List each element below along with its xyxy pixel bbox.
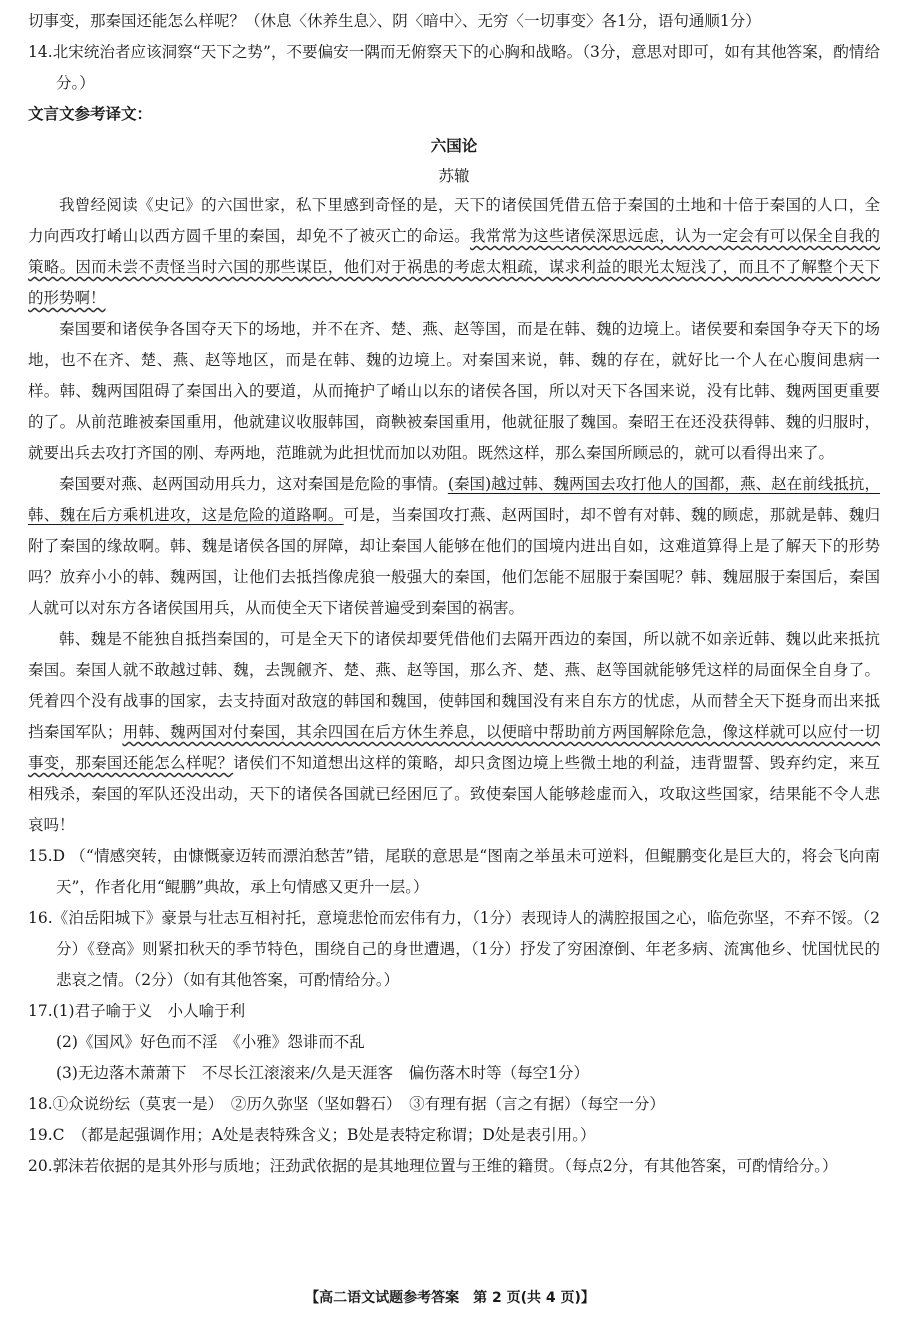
answer-18: 18.①众说纷纭（莫衷一是） ②历久弥坚（坚如磐石） ③有理有据（言之有据）（每空一分）	[28, 1095, 665, 1113]
answer-17-3: (3)无边落木萧萧下 不尽长江滚滚来/久是天涯客 偏伤落木时等（每空1分）	[56, 1064, 590, 1082]
translation-paragraph-2: 秦国要和诸侯争各国夺天下的场地，并不在齐、楚、燕、赵等国，而是在韩、魏的边境上。诸侯要和秦国争夺天下的场地，也不在齐、楚、燕、赵等地区，而是在韩、魏的边境上。对秦国来说，韩、魏的存在，就好比一个人在心腹间患病一样。韩、魏两国阻碍了秦国出入的要道，从而掩护了崤山以东的诸侯各国，所以对天下各国来说，没有比韩、魏两国更重要的了。从前范雎被秦国重用，他就建议收服韩国，商鞅被秦国重用，他就征服了魏国。秦昭王在还没获得韩、魏的归服时，就要出兵去攻打齐国的刚、寿两地，范雎就为此担忧而加以劝阻。既然这样，那么秦国所顾忌的，就可以看得出来了。	[28, 320, 880, 462]
paragraph-4-text-b: 诸侯们不知道想出这样的策略，却只贪图边境上些微土地的利益，违背盟誓、毁弃约定，来互相残杀，秦国的军队还没出动，天下的诸侯各国就已经困厄了。致使秦国人能够趁虚而入，攻取这些国家，结果能不令人悲哀吗！	[28, 754, 880, 834]
paragraph-4-text-a: 韩、魏是不能独自抵挡秦国的，可是全天下的诸侯却要凭借他们去隔开西边的秦国，所以就不如亲近韩、魏以此来抵抗秦国。秦国人就不敢越过韩、魏，去觊觎齐、楚、燕、赵等国，那么齐、楚、燕、赵等国就能够凭这样的局面保全自身了。凭着四个没有战事的国家，去支持面对敌寇的韩国和魏国，使韩国和魏国没有来自东方的忧虑，从而替全天下挺身而出来抵挡秦国军队；	[28, 630, 880, 741]
essay-title: 六国论	[430, 137, 478, 155]
answer-16: 16.《泊岳阳城下》豪景与壮志互相衬托，意境悲怆而宏伟有力，（1分）表现诗人的满腔报国之心，临危弥坚，不弃不馁。（2分）《登高》则紧扣秋天的季节特色，围绕自己的身世遭遇，（1分）抒发了穷困潦倒、年老多病、流寓他乡、忧国忧民的悲哀之情。（2分）（如有其他答案，可酌情给分。）	[28, 909, 880, 989]
wavy-underlined-sentence-1: 我常常为这些诸侯深思远虑，认为一定会有可以保全自我的策略。因而未尝不责怪当时六国的那些谋臣，他们对于祸患的考虑太粗疏，谋求利益的眼光太短浅了，而且不了解整个天下的形势啊！	[28, 227, 880, 307]
answer-19: 19.C （都是起强调作用；A处是表特殊含义；B处是表特定称谓；D处是表引用。）	[28, 1126, 596, 1144]
answer-17-1: 17.(1)君子喻于义 小人喻于利	[28, 1002, 246, 1020]
translation-paragraph-1	[28, 190, 880, 314]
translation-paragraph-4	[28, 624, 880, 841]
answer-20: 20.郭沫若依据的是其外形与质地；汪劲武依据的是其地理位置与王维的籍贯。（每点2分，有其他答案，可酌情给分。）	[28, 1157, 838, 1175]
essay-author: 苏辙	[438, 167, 470, 185]
paragraph-3-text-a: 秦国要对燕、赵两国动用兵力，这对秦国是危险的事情。	[59, 475, 448, 493]
answer-15: 15.D （“情感突转，由慷慨豪迈转而漂泊愁苦”错，尾联的意思是“图南之举虽未可逆料，但鲲鹏变化是巨大的，将会飞向南天”，作者化用“鲲鹏”典故，承上句情感又更升一层。）	[28, 847, 880, 896]
wavy-underlined-sentence-2: 用韩、魏两国对付秦国，其余四国在后方休生养息，以便暗中帮助前方两国解除危急，像这样就可以应付一切事变，那秦国还能怎么样呢？	[28, 723, 880, 772]
underlined-sentence-1: (秦国)越过韩、魏两国去攻打他人的国都，燕、赵在前线抵抗，韩、魏在后方乘机进攻，这是危险的道路啊。	[28, 475, 880, 524]
answer-17-2: (2)《国风》好色而不淫 《小雅》怨诽而不乱	[56, 1033, 365, 1051]
translation-heading: 文言文参考译文：	[28, 105, 153, 123]
page-footer: 【高二语文试题参考答案 第 2 页(共 4 页)】	[305, 1290, 595, 1306]
paragraph-1-text: 我曾经阅读《史记》的六国世家，私下里感到奇怪的是，天下的诸侯国凭借五倍于秦国的土地和十倍于秦国的人口，全力向西攻打崤山以西方圆千里的秦国，却免不了被灭亡的命运。	[28, 196, 880, 245]
answer-13-continued: 切事变，那秦国还能怎么样呢？（休息〈休养生息〉、阴〈暗中〉、无穷〈一切事变〉各1分，语句通顺1分）	[28, 12, 761, 30]
answer-14: 14.北宋统治者应该洞察“天下之势”，不要偏安一隅而无俯察天下的心胸和战略。（3分，意思对即可，如有其他答案，酌情给分。）	[28, 43, 880, 92]
paragraph-3-text-b: 可是，当秦国攻打燕、赵两国时，却不曾有对韩、魏的顾虑，那就是韩、魏归附了秦国的缘故啊。韩、魏是诸侯各国的屏障，却让秦国人能够在他们的国境内进出自如，这难道算得上是了解天下的形势吗？放弃小小的韩、魏两国，让他们去抵挡像虎狼一般强大的秦国，他们怎能不屈服于秦国呢？韩、魏屈服于秦国后，秦国人就可以对东方各诸侯国用兵，从而使全天下诸侯普遍受到秦国的祸害。	[28, 506, 880, 617]
translation-paragraph-3	[28, 469, 880, 624]
